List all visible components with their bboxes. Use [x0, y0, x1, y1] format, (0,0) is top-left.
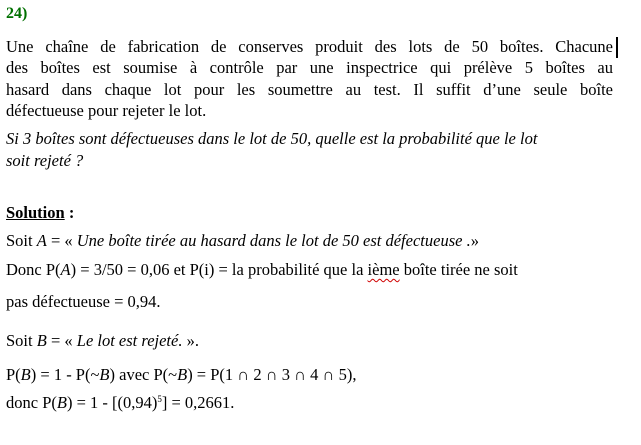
question-line-1: Si 3 boîtes sont défectueuses dans le lot de 50, quelle est la probabilité que le lot	[6, 129, 538, 148]
text-cursor	[616, 37, 618, 58]
solution-line-1: Soit A = « Une boîte tirée au hasard dans le lot de 50 est défectueuse .»	[6, 231, 479, 250]
spellcheck-word: ième	[367, 260, 400, 279]
solution-line-2: Donc P(A) = 3/50 = 0,06 et P(i) = la probabilité que la ième boîte tirée ne soit	[6, 260, 518, 279]
problem-line-3: hasard dans chaque lot pour les soumettre au test. Il suffit d’une seule boîte	[6, 80, 613, 99]
solution-line-3: pas défectueuse = 0,94.	[6, 292, 161, 311]
exercise-number: 24)	[6, 5, 28, 22]
question-line-2: soit rejeté ?	[6, 151, 84, 170]
solution-line-4: Soit B = « Le lot est rejeté. ».	[6, 331, 199, 350]
problem-line-4: défectueuse pour rejeter le lot.	[6, 101, 207, 120]
solution-line-5: P(B) = 1 - P(~B) avec P(~B) = P(1 ∩ 2 ∩ 3 ∩ 4 ∩ 5),	[6, 365, 357, 384]
problem-line-1: Une chaîne de fabrication de conserves produit des lots de 50 boîtes. Chacune	[6, 37, 613, 56]
problem-line-2: des boîtes est soumise à contrôle par une inspectrice qui prélève 5 boîtes au	[6, 58, 613, 77]
solution-line-6: donc $P(B) = 1 - [(0,94)^5] = 0,2661$.	[6, 393, 235, 412]
solution-heading: Solution :	[6, 203, 75, 222]
